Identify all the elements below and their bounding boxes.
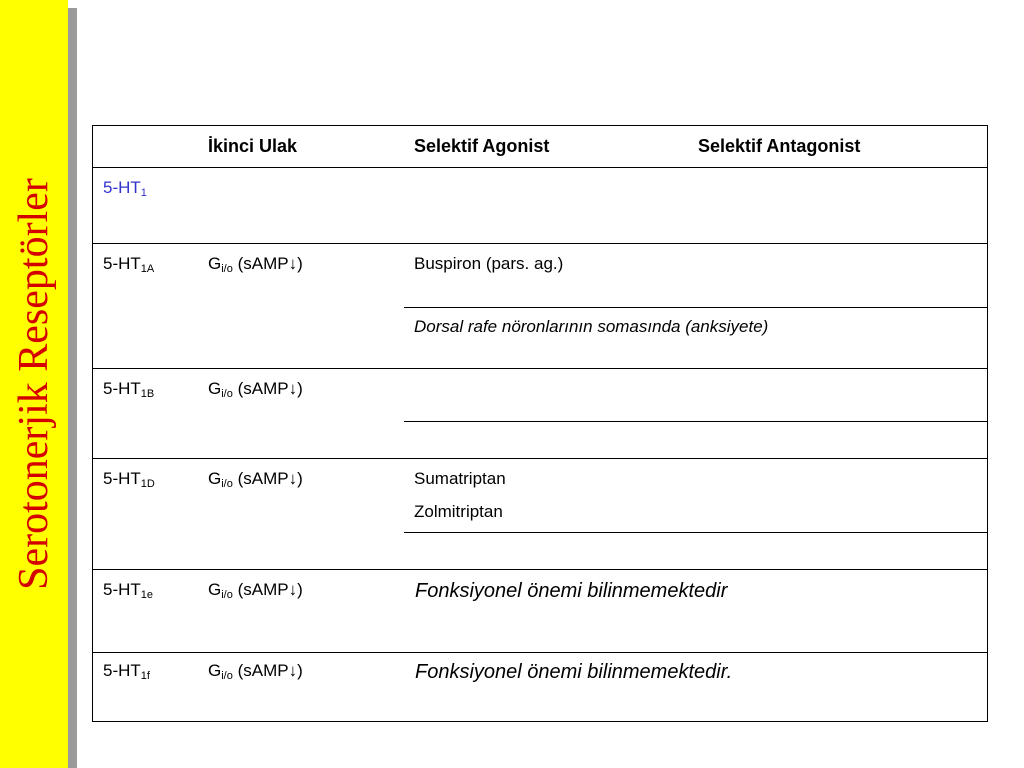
second-messenger: $G_{i/o}$ (sAMP↓) xyxy=(208,580,303,601)
table-row xyxy=(93,569,987,653)
table-row xyxy=(93,458,987,570)
agonist: Buspiron (pars. ag.) xyxy=(414,254,564,273)
agonist: Sumatriptan xyxy=(414,469,506,488)
agonist: Zolmitriptan xyxy=(414,502,503,521)
table-row xyxy=(93,368,987,459)
second-messenger: $G_{i/o}$ (sAMP↓) xyxy=(208,379,303,400)
sidebar-shadow xyxy=(68,8,77,768)
header-selective-antagonist: Selektif Antagonist xyxy=(698,136,861,156)
row-divider xyxy=(404,421,987,422)
receptor-name: $5-HT_{1f}$ xyxy=(103,661,150,682)
row-note: Fonksiyonel önemi bilinmemektedir xyxy=(415,580,728,602)
receptor-name: $5-HT_{1B}$ xyxy=(103,379,155,400)
table-row xyxy=(93,652,987,723)
second-messenger: $G_{i/o}$ (sAMP↓) xyxy=(208,254,303,275)
header-second-messenger: İkinci Ulak xyxy=(208,136,298,156)
receptor-table xyxy=(92,125,988,722)
slide-title: Serotonerjik Reseptörler xyxy=(11,178,57,590)
header-selective-agonist: Selektif Agonist xyxy=(414,136,550,156)
second-messenger: $G_{i/o}$ (sAMP↓) xyxy=(208,469,303,490)
table-header-row xyxy=(93,126,987,167)
table-row xyxy=(93,167,987,244)
receptor-name: $5-HT_{1A}$ xyxy=(103,254,155,275)
row-divider xyxy=(404,532,987,533)
row-note: Fonksiyonel önemi bilinmemektedir. xyxy=(415,661,733,683)
row-note: Dorsal rafe nöronlarının somasında (anksiyete) xyxy=(414,317,769,336)
second-messenger: $G_{i/o}$ (sAMP↓) xyxy=(208,661,303,682)
row-divider xyxy=(404,307,987,308)
receptor-name: $5-HT_1$ xyxy=(103,178,147,199)
receptor-name: $5-HT_{1e}$ xyxy=(103,580,154,601)
table-row xyxy=(93,243,987,369)
receptor-name: $5-HT_{1D}$ xyxy=(103,469,155,490)
